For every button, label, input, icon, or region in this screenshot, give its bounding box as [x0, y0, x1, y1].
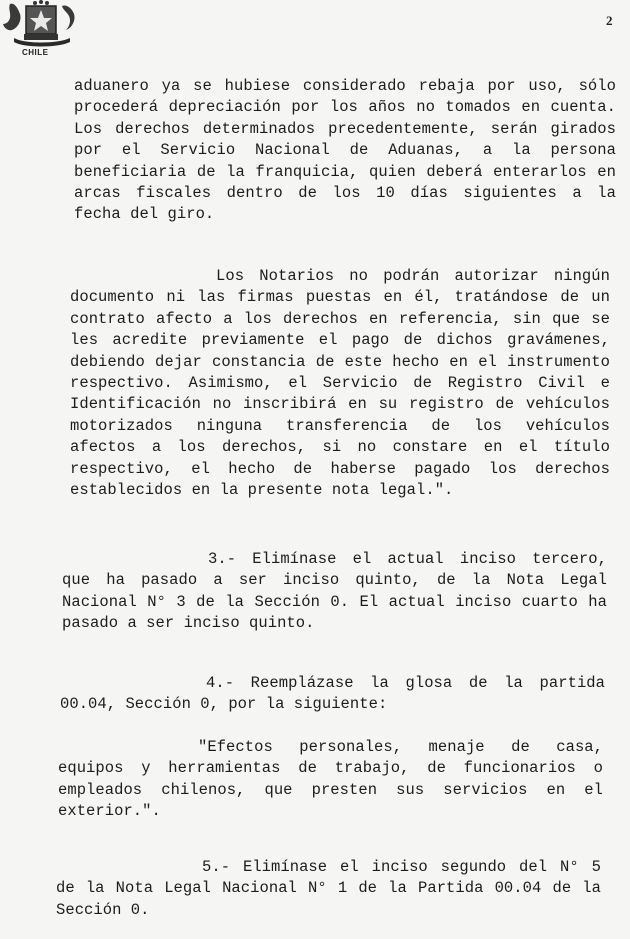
paragraph-item-4: 4.- Reemplázase la glosa de la partida 00.04, Sección 0, por la siguiente:	[60, 674, 605, 714]
paragraph-item-5: 5.- Elimínase el inciso segundo del N° 5 de la Nota Legal Nacional N° 1 de la Partida 00.04 de la Sección 0.	[56, 858, 601, 919]
paragraph-notaries: Los Notarios no podrán autorizar ningún documento ni las firmas puestas en él, tratándose de un contrato afecto a los derechos en referencia, sin que se les acredite previamente el pago de dichos gravámenes, debiendo dejar constancia de este hecho en el instrumento respectivo. Asimismo, el Servicio de Registro Civil e Identificación no inscribirá en su registro de vehículos motorizados ninguna transferencia de los vehículos afectos a los derechos, si no constare en el título respectivo, el hecho de haberse pagado los derechos establecidos en la presente nota legal.".	[70, 267, 610, 500]
seal-label: CHILE	[22, 48, 49, 57]
page-number: 2	[606, 13, 613, 28]
paragraph-depreciation: aduanero ya se hubiese considerado rebaja por uso, sólo procederá depreciación por los años no tomados en cuenta. Los derechos determinados precedentemente, serán girados por el Servicio Nacional de Aduanas, a la persona beneficiaria de la franquicia, quien deberá enterarlos en arcas fiscales dentro de los 10 días siguientes a la fecha del giro.	[74, 77, 616, 224]
coat-of-arms-seal	[0, 0, 86, 66]
paragraph-quoted-gloss: "Efectos personales, menaje de casa, equipos y herramientas de trabajo, de funcionarios o empleados chilenos, que presten sus servicios en el exterior.".	[58, 738, 603, 821]
coat-of-arms-icon	[0, 0, 86, 50]
paragraph-item-3: 3.- Elimínase el actual inciso tercero, que ha pasado a ser inciso quinto, de la Nota Legal Nacional N° 3 de la Sección 0. El actual inciso cuarto ha pasado a ser inciso quinto.	[62, 550, 607, 633]
